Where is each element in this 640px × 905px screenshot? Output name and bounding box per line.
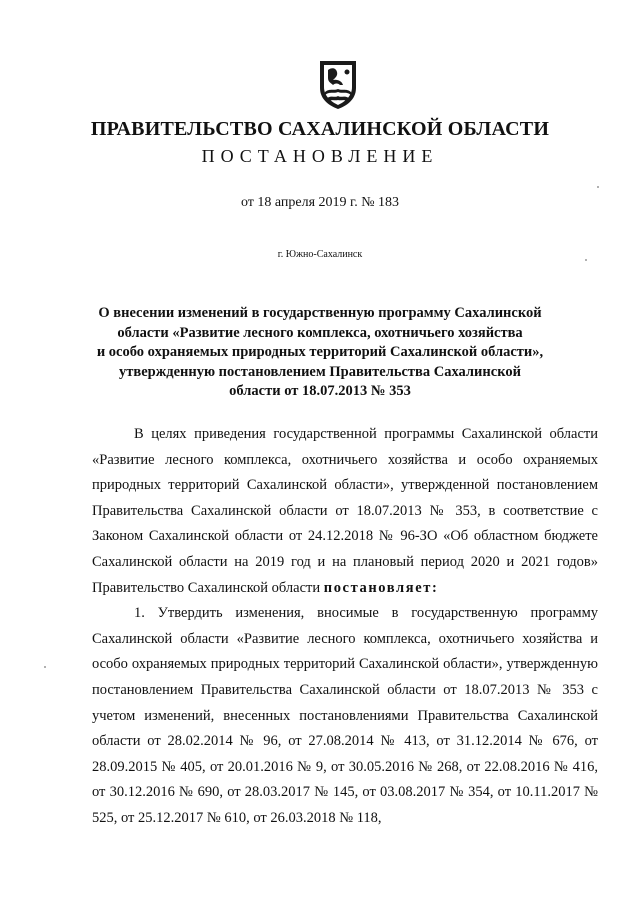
preamble-text: В целях приведения государственной программы Сахалинской области «Развитие лесного комплекса, охотничьего хозяйства и особо охраняемых природных территорий Сахалинской области», утвержденной постановлением Правительства Сахалинской области от 18.07.2013 № 353, в соответствие с Законом Сахалинской области от 24.12.2018 № 96-ЗО «Об областном бюджете Сахалинской области на 2019 год и на плановый период 2020 и 2021 годов» Правительство Сахалинской области xyxy=(92,426,598,596)
title-line: О внесении изменений в государственную программу Сахалинской xyxy=(98,305,542,321)
scan-speck xyxy=(585,259,587,261)
resolution-keyword: постановляет: xyxy=(323,579,439,596)
title-line: и особо охраняемых природных территорий Сахалинской области», xyxy=(96,344,544,360)
scan-speck xyxy=(44,666,46,668)
document-title xyxy=(90,304,550,402)
document-type: ПОСТАНОВЛЕНИЕ xyxy=(201,146,439,166)
preamble-paragraph xyxy=(92,422,598,601)
item-1-paragraph: 1. Утвердить изменения, вносимые в государственную программу Сахалинской области «Развитие лесного комплекса, охотничьего хозяйства и особо охраняемых природных территорий Сахалинской области», утвержденную постановлением Правительства Сахалинской области от 18.07.2013 № 353 с учетом изменений, внесенных постановлениями Правительства Сахалинской области от 28.02.2014 № 96, от 27.08.2014 № 413, от 31.12.2014 № 676, от 28.09.2015 № 405, от 20.01.2016 № 9, от 30.05.2016 № 268, от 22.08.2016 № 416, от 30.12.2016 № 690, от 28.03.2017 № 145, от 03.08.2017 № 354, от 10.11.2017 № 525, от 25.12.2017 № 610, от 26.03.2018 № 118, xyxy=(92,605,598,826)
document-body xyxy=(92,422,598,832)
title-line: утвержденную постановлением Правительства Сахалинской xyxy=(119,363,521,380)
scan-speck xyxy=(597,186,599,188)
title-line: области от 18.07.2013 № 353 xyxy=(229,383,411,399)
document-city: г. Южно-Сахалинск xyxy=(277,249,363,260)
title-line: области «Развитие лесного комплекса, охотничьего хозяйства xyxy=(117,324,523,341)
organization-name: ПРАВИТЕЛЬСТВО САХАЛИНСКОЙ ОБЛАСТИ xyxy=(90,118,550,140)
document-date-number: от 18 апреля 2019 г. № 183 xyxy=(240,195,400,210)
coat-of-arms-icon xyxy=(316,58,360,110)
